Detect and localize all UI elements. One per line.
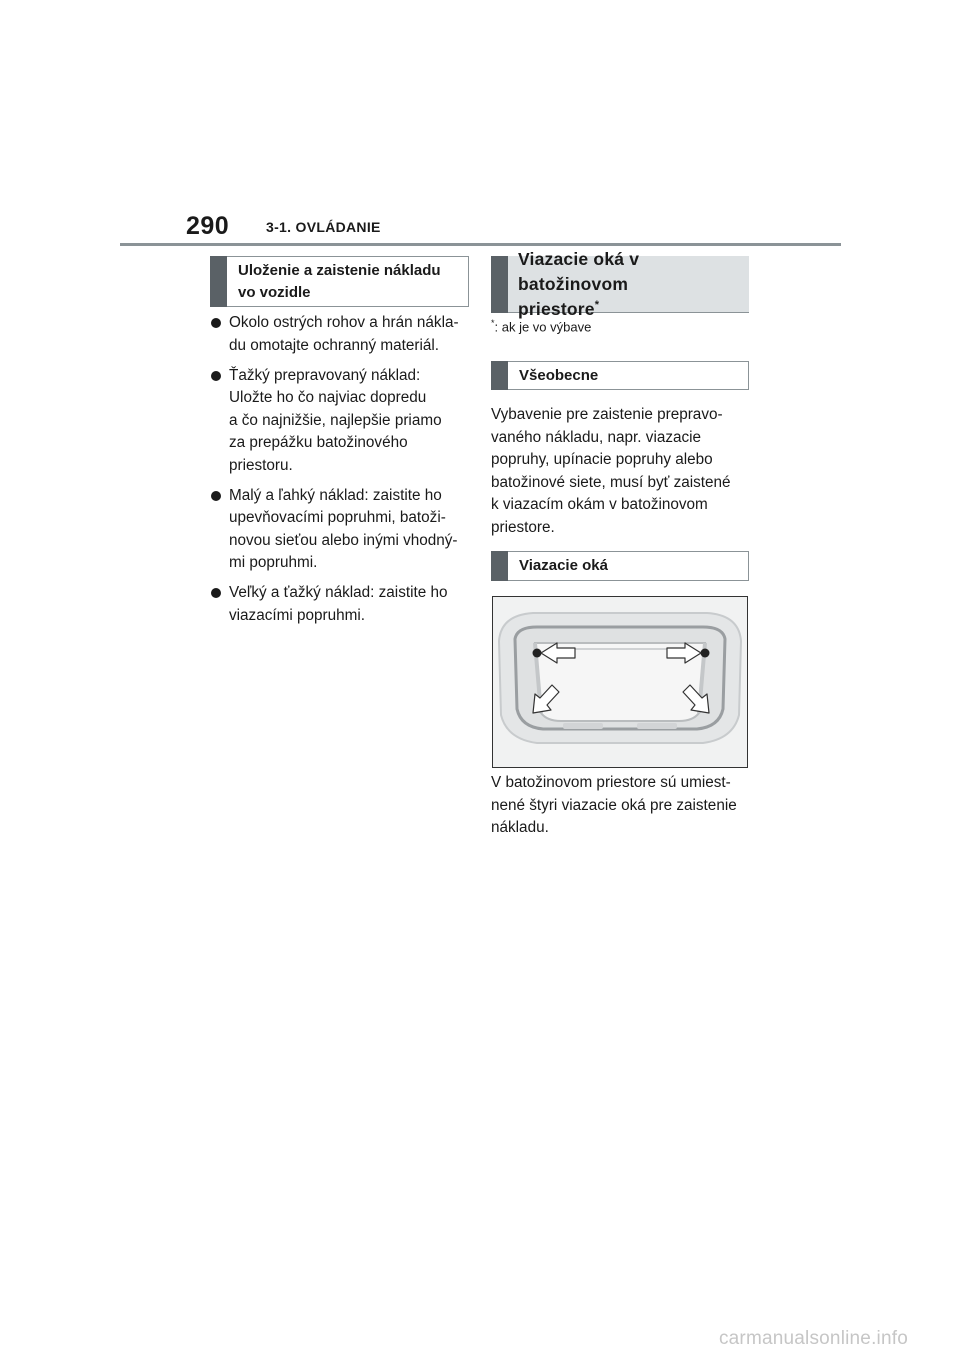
heading-text: Viazacie oká [519,557,608,574]
text-line: popruhy, upínacie popruhy alebo [491,451,713,468]
text-line: batožinové siete, musí byť zaistené [491,473,731,491]
text-line: za prepážku batožinového [229,434,408,451]
text-line: Uložte ho čo najviac dopredu [229,389,427,406]
paragraph-general [491,404,753,539]
text-line: priestoru. [229,456,293,474]
text-line: vaného nákladu, napr. viazacie [491,428,702,446]
paragraph-tie-down-eyes [491,772,753,840]
optional-equipment-footnote [491,318,591,334]
tie-down-eye-icon [701,649,710,658]
sub-heading-general [491,361,749,390]
page-number: 290 [186,212,230,240]
heading-line: Viazacie oká v batožinovom [518,248,640,294]
text-line: Vybavenie pre zaistenie prepravo- [491,406,723,423]
luggage-compartment-illustration [492,596,748,768]
chapter-title: 3-1. OVLÁDANIE [266,219,381,235]
sub-heading-tie-down-eyes [491,551,749,581]
text-line: nákladu. [491,819,549,836]
section-heading-cargo [210,256,469,307]
tie-down-eye-icon [533,649,542,658]
text-line: mi popruhmi. [229,554,318,571]
footnote-star: * [491,318,495,328]
list-item [211,312,473,357]
section-heading-tie-downs [491,248,749,319]
text-line: nené štyri viazacie oká pre zaistenie [491,796,737,814]
text-line: Okolo ostrých rohov a hrán nákla- [229,314,459,331]
list-item [211,582,473,627]
watermark: carmanualsonline.info [718,1328,908,1349]
cargo-bullet-list [211,312,473,635]
heading-line: vo vozidle [238,283,311,301]
text-line: V batožinovom priestore sú umiest- [491,774,731,791]
heading-text: priestore [518,298,595,319]
heading-text: Všeobecne [519,366,599,384]
text-line: du omotajte ochranný materiál. [229,336,440,354]
text-line: a čo najnižšie, najlepšie priamo [229,411,442,429]
list-item [211,485,473,575]
heading-line: Uloženie a zaistenie nákladu [238,261,441,279]
list-item [211,365,473,478]
footnote-text: : ak je vo výbave [494,319,592,335]
optional-equipment-star: * [594,298,600,311]
text-line: Malý a ľahký náklad: zaistite ho [229,486,442,504]
text-line: upevňovacími popruhmi, batoži- [229,509,446,526]
text-line: k viazacím okám v batožinovom [491,496,708,513]
text-line: novou sieťou alebo inými vhodný- [229,531,458,549]
trunk-drawing [493,597,747,767]
text-line: priestore. [491,518,555,536]
text-line: Veľký a ťažký náklad: zaistite ho [229,584,448,601]
text-line: Ťažký prepravovaný náklad: [229,366,421,384]
text-line: viazacími popruhmi. [229,606,366,624]
